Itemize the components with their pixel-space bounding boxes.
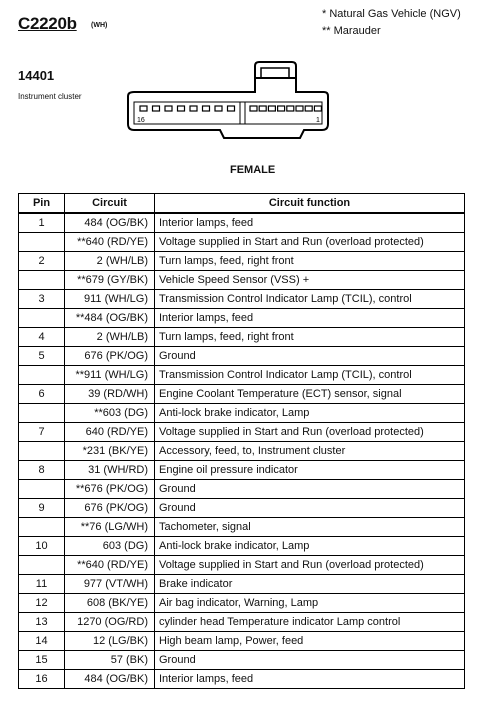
pin-cell — [19, 404, 65, 423]
circuit-cell: 57 (BK) — [65, 651, 155, 670]
connector-pin-cavity — [165, 106, 172, 111]
circuit-cell: 977 (VT/WH) — [65, 575, 155, 594]
note-marauder: ** Marauder — [322, 25, 381, 37]
connector-pin-cavity — [178, 106, 185, 111]
table-row — [19, 290, 465, 309]
connector-color: (WH) — [91, 22, 108, 29]
connector-pin-cavity — [314, 106, 321, 111]
header-circuit: Circuit — [65, 194, 155, 214]
function-cell: Anti-lock brake indicator, Lamp — [155, 404, 465, 423]
connector-gender: FEMALE — [230, 164, 276, 176]
pin-cell — [19, 442, 65, 461]
part-number: 14401 — [18, 68, 55, 83]
table-row — [19, 556, 465, 575]
component-name: Instrument cluster — [18, 92, 82, 101]
circuit-cell: **603 (DG) — [65, 404, 155, 423]
pin-cell: 6 — [19, 385, 65, 404]
function-cell: Interior lamps, feed — [155, 309, 465, 328]
connector-pin-cavity — [287, 106, 294, 111]
table-row — [19, 670, 465, 689]
function-cell: Vehicle Speed Sensor (VSS) + — [155, 271, 465, 290]
function-cell: Voltage supplied in Start and Run (overload protected) — [155, 556, 465, 575]
header-pin: Pin — [19, 194, 65, 214]
function-cell: Interior lamps, feed — [155, 213, 465, 233]
table-row — [19, 328, 465, 347]
note-ngv: * Natural Gas Vehicle (NGV) — [322, 8, 461, 20]
circuit-cell: 2 (WH/LB) — [65, 252, 155, 271]
connector-pin-cavity — [305, 106, 312, 111]
circuit-cell: 31 (WH/RD) — [65, 461, 155, 480]
circuit-cell: 12 (LG/BK) — [65, 632, 155, 651]
function-cell: Turn lamps, feed, right front — [155, 252, 465, 271]
function-cell: Anti-lock brake indicator, Lamp — [155, 537, 465, 556]
connector-pin-cavity — [278, 106, 285, 111]
circuit-cell: **76 (LG/WH) — [65, 518, 155, 537]
table-row — [19, 461, 465, 480]
table-row — [19, 499, 465, 518]
circuit-cell: 484 (OG/BK) — [65, 213, 155, 233]
function-cell: cylinder head Temperature indicator Lamp control — [155, 613, 465, 632]
circuit-cell: 39 (RD/WH) — [65, 385, 155, 404]
connector-pin-cavity — [153, 106, 160, 111]
pin-cell — [19, 480, 65, 499]
function-cell: Ground — [155, 480, 465, 499]
pin-cell: 13 — [19, 613, 65, 632]
connector-pin-cavity — [228, 106, 235, 111]
pin-cell — [19, 556, 65, 575]
table-row — [19, 366, 465, 385]
pin-cell: 2 — [19, 252, 65, 271]
pin-cell — [19, 518, 65, 537]
connector-pin-cavity — [296, 106, 303, 111]
connector-pin-cavity — [190, 106, 197, 111]
pin-cell: 7 — [19, 423, 65, 442]
pin-cell: 10 — [19, 537, 65, 556]
circuit-cell: 2 (WH/LB) — [65, 328, 155, 347]
pin-cell: 5 — [19, 347, 65, 366]
table-row — [19, 632, 465, 651]
function-cell: Transmission Control Indicator Lamp (TCIL), control — [155, 290, 465, 309]
connector-pin-cavity — [259, 106, 266, 111]
circuit-cell: 603 (DG) — [65, 537, 155, 556]
pin-cell — [19, 366, 65, 385]
function-cell: Transmission Control Indicator Lamp (TCIL), control — [155, 366, 465, 385]
circuit-cell: **484 (OG/BK) — [65, 309, 155, 328]
connector-id: C2220b — [18, 14, 77, 33]
circuit-cell: 1270 (OG/RD) — [65, 613, 155, 632]
circuit-cell: *231 (BK/YE) — [65, 442, 155, 461]
connector-pin-cavity — [250, 106, 257, 111]
function-cell: Ground — [155, 651, 465, 670]
function-cell: Turn lamps, feed, right front — [155, 328, 465, 347]
table-row — [19, 442, 465, 461]
table-row — [19, 233, 465, 252]
pin-cell: 3 — [19, 290, 65, 309]
pin-cell: 8 — [19, 461, 65, 480]
pin-cell: 14 — [19, 632, 65, 651]
function-cell: Tachometer, signal — [155, 518, 465, 537]
connector-face-diagram — [120, 58, 340, 148]
function-cell: Air bag indicator, Warning, Lamp — [155, 594, 465, 613]
connector-pin-cavity — [140, 106, 147, 111]
table-row — [19, 575, 465, 594]
function-cell: Voltage supplied in Start and Run (overload protected) — [155, 233, 465, 252]
circuit-cell: 608 (BK/YE) — [65, 594, 155, 613]
circuit-cell: **676 (PK/OG) — [65, 480, 155, 499]
table-row — [19, 518, 465, 537]
pin-cell: 12 — [19, 594, 65, 613]
function-cell: Ground — [155, 347, 465, 366]
function-cell: Interior lamps, feed — [155, 670, 465, 689]
table-row — [19, 594, 465, 613]
table-row — [19, 480, 465, 499]
table-row — [19, 423, 465, 442]
function-cell: Engine oil pressure indicator — [155, 461, 465, 480]
pinout-table — [18, 193, 465, 689]
function-cell: High beam lamp, Power, feed — [155, 632, 465, 651]
function-cell: Voltage supplied in Start and Run (overload protected) — [155, 423, 465, 442]
circuit-cell: 484 (OG/BK) — [65, 670, 155, 689]
function-cell: Engine Coolant Temperature (ECT) sensor, signal — [155, 385, 465, 404]
table-row — [19, 271, 465, 290]
table-row — [19, 613, 465, 632]
connector-pin-cavity — [268, 106, 275, 111]
table-row — [19, 213, 465, 233]
circuit-cell: 640 (RD/YE) — [65, 423, 155, 442]
circuit-cell: 676 (PK/OG) — [65, 347, 155, 366]
pin-cell — [19, 309, 65, 328]
circuit-cell: 676 (PK/OG) — [65, 499, 155, 518]
circuit-cell: **911 (WH/LG) — [65, 366, 155, 385]
table-row — [19, 385, 465, 404]
table-row — [19, 252, 465, 271]
pin-label-1: 1 — [316, 117, 320, 124]
table-row — [19, 537, 465, 556]
function-cell: Ground — [155, 499, 465, 518]
pin-cell: 4 — [19, 328, 65, 347]
table-row — [19, 347, 465, 366]
function-cell: Brake indicator — [155, 575, 465, 594]
pin-cell — [19, 271, 65, 290]
pin-cell: 11 — [19, 575, 65, 594]
circuit-cell: **679 (GY/BK) — [65, 271, 155, 290]
circuit-cell: 911 (WH/LG) — [65, 290, 155, 309]
connector-pin-cavity — [203, 106, 210, 111]
pin-cell: 15 — [19, 651, 65, 670]
pin-label-16: 16 — [137, 117, 145, 124]
function-cell: Accessory, feed, to, Instrument cluster — [155, 442, 465, 461]
pin-cell: 16 — [19, 670, 65, 689]
table-row — [19, 309, 465, 328]
circuit-cell: **640 (RD/YE) — [65, 233, 155, 252]
connector-pin-cavity — [215, 106, 222, 111]
pin-cell: 1 — [19, 213, 65, 233]
table-row — [19, 651, 465, 670]
table-row — [19, 404, 465, 423]
header-circuit-function: Circuit function — [155, 194, 465, 214]
circuit-cell: **640 (RD/YE) — [65, 556, 155, 575]
pin-cell: 9 — [19, 499, 65, 518]
table-header-row — [19, 194, 465, 214]
pin-cell — [19, 233, 65, 252]
